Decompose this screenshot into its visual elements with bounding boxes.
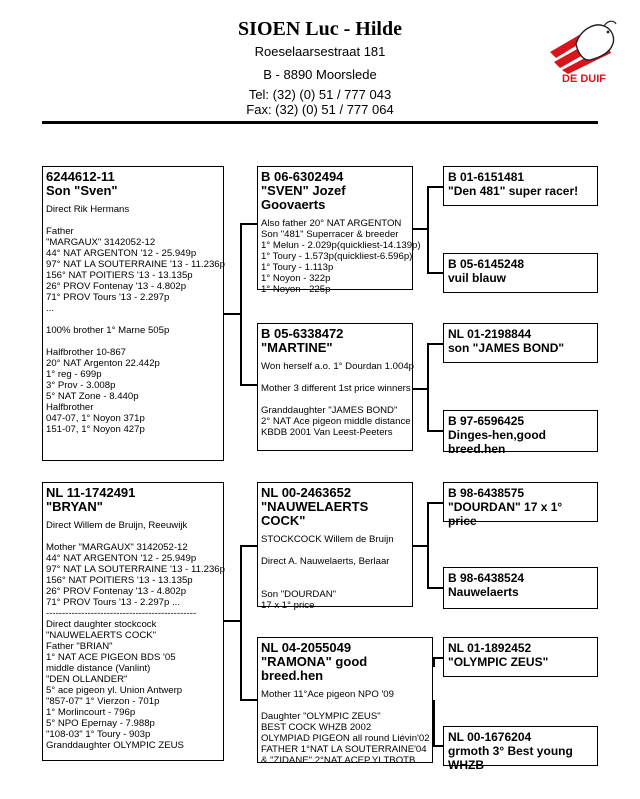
note-line <box>46 215 220 226</box>
ped2-sd-box <box>443 567 598 609</box>
note-line: Mother 11°Ace pigeon NPO '09 <box>261 689 394 700</box>
ped1-connector <box>240 223 257 225</box>
ped2-connector <box>240 699 257 701</box>
note-line: ----------------------------------------------- <box>46 608 197 619</box>
note-line: "NAUWELAERTS COCK" <box>46 630 157 641</box>
note-line: 1° Melun - 2.029p(quickliest-14.139p) <box>261 240 421 251</box>
ped2-subject-box <box>42 482 224 761</box>
address-street: Roeselaarsestraat 181 <box>254 44 386 59</box>
note-line: OLYMPIAD PIGEON all round Liévin'02 <box>261 733 430 744</box>
ped1-connector <box>224 313 241 315</box>
note-line: Halfbrother 10-867 <box>46 347 126 358</box>
phone: Tel: (32) (0) 51 / 777 043 <box>248 87 392 102</box>
note-line: & "ZIDANE" 2°NAT ACEP.YI TBOTB... <box>261 755 424 766</box>
ped1-sire-ring: B 06-6302494 <box>261 169 344 184</box>
ped1-ds-ring: NL 01-2198844 <box>448 327 532 341</box>
note-line: 5° NPO Epernay - 7.988p <box>46 718 155 729</box>
ped1-connector <box>427 272 443 274</box>
note-line: Direct daughter stockcock <box>46 619 157 630</box>
note-line: 71° PROV Tours '13 - 2.297p ... <box>46 597 181 608</box>
note-line: 1° Morlincourt - 796p <box>46 707 136 718</box>
ped1-dam-box <box>257 323 413 451</box>
ped1-subject-ring: 6244612-11 <box>46 169 115 184</box>
ped1-sd-box <box>443 253 598 293</box>
ped1-dd-ring: B 97-6596425 <box>448 414 525 428</box>
ped1-connector <box>413 388 428 390</box>
ped2-dam-ring: NL 04-2055049 <box>261 640 352 655</box>
ped1-ds-name: son "JAMES BOND" <box>448 341 565 355</box>
note-line: 44° NAT ARGENTON '12 - 25.949p <box>46 553 197 564</box>
note-line: "DEN OLLANDER" <box>46 674 128 685</box>
ped1-dam-name: "MARTINE" <box>261 340 333 355</box>
ped2-connector <box>427 502 443 504</box>
note-line: 5° ace pigeon yl. Union Antwerp <box>46 685 183 696</box>
note-line: 44° NAT ARGENTON '12 - 25.949p <box>46 248 197 259</box>
note-line: Also father 20° NAT ARGENTON <box>261 218 402 229</box>
ped1-subject-name: Son "Sven" <box>46 183 118 198</box>
ped2-dd-name: grmoth 3° Best young WHZB <box>448 744 573 772</box>
note-line: Granddaughter OLYMPIC ZEUS <box>46 740 184 751</box>
ped2-ss-ring: B 98-6438575 <box>448 486 525 500</box>
note-line: 97° NAT LA SOUTERRAINE '13 - 11.236p <box>46 564 225 575</box>
note-line: "857-07" 1° Vierzon - 701p <box>46 696 160 707</box>
note-line: Direct Willem de Bruijn, Reeuwijk <box>46 520 188 531</box>
note-line: "108-03" 1° Toury - 903p <box>46 729 151 740</box>
note-line <box>261 545 409 556</box>
note-line: 17 x 1° price <box>261 600 315 611</box>
note-line <box>46 336 220 347</box>
note-line: 1° Toury - 1.113p <box>261 262 334 273</box>
note-line <box>261 700 429 711</box>
note-line: 1° Toury - 1.573p(quickliest-6.596p) <box>261 251 413 262</box>
ped2-connector <box>433 745 443 747</box>
note-line: Son "DOURDAN" <box>261 589 337 600</box>
logo-text: DE DUIF <box>562 73 606 85</box>
ped2-connector <box>433 700 435 746</box>
ped1-dd-name: Dinges-hen,good breed.hen <box>448 428 546 456</box>
note-line: Son "481" Superracer & breeder <box>261 229 399 240</box>
ped2-sire-box <box>257 482 413 611</box>
header-divider <box>42 121 598 124</box>
ped2-sd-ring: B 98-6438524 <box>448 571 525 585</box>
ped2-connector <box>433 657 443 659</box>
ped1-sire-notes <box>261 218 421 295</box>
note-line: Mother "MARGAUX" 3142052-12 <box>46 542 188 553</box>
ped2-connector <box>413 545 428 547</box>
note-line <box>261 372 409 383</box>
note-line: ... <box>46 303 54 314</box>
ped1-ss-name: "Den 481" super racer! <box>448 184 579 198</box>
note-line: 2° NAT Ace pigeon middle distance <box>261 416 411 427</box>
ped2-subject-notes <box>46 520 225 751</box>
note-line: Direct A. Nauwelaerts, Berlaar <box>261 556 390 567</box>
note-line: 1° NAT ACE PIGEON BDS '05 <box>46 652 176 663</box>
ped1-sire-name: "SVEN" Jozef Goovaerts <box>261 183 346 212</box>
breeder-name: SIOEN Luc - Hilde <box>238 18 402 40</box>
ped1-connector <box>240 223 242 384</box>
note-line: 20° NAT Argenton 22.442p <box>46 358 160 369</box>
ped2-connector <box>240 545 242 700</box>
note-line: BEST COCK WHZB 2002 <box>261 722 372 733</box>
note-line: 5° NAT Zone - 8.440p <box>46 391 139 402</box>
note-line: 97° NAT LA SOUTERRAINE '13 - 11.236p <box>46 259 225 270</box>
ped2-sire-notes <box>261 534 409 611</box>
ped2-subject-ring: NL 11-1742491 <box>46 485 136 500</box>
ped2-connector <box>427 502 429 588</box>
ped2-connector <box>427 587 443 589</box>
ped2-sire-name: "NAUWELAERTS COCK" <box>261 499 369 528</box>
ped1-ss-ring: B 01-6151481 <box>448 170 525 184</box>
note-line: Father <box>46 226 74 237</box>
note-line: FATHER 1°NAT LA SOUTERRAINE'04 <box>261 744 427 755</box>
ped1-dd-box <box>443 410 598 456</box>
fax: Fax: (32) (0) 51 / 777 064 <box>246 102 394 117</box>
ped1-connector <box>427 186 443 188</box>
ped1-dam-ring: B 05-6338472 <box>261 326 344 341</box>
note-line: Father "BRIAN" <box>46 641 113 652</box>
ped2-ds-ring: NL 01-1892452 <box>448 641 532 655</box>
note-line: 26° PROV Fontenay '13 - 4.802p <box>46 281 187 292</box>
ped1-ds-box <box>443 323 598 363</box>
ped1-connector <box>427 430 443 432</box>
ped2-connector <box>433 657 435 667</box>
ped1-sd-name: vuil blauw <box>448 271 507 285</box>
note-line: Daughter "OLYMPIC ZEUS" <box>261 711 381 722</box>
ped2-dd-box <box>443 726 598 772</box>
note-line: 1° Noyon - 225p <box>261 284 331 295</box>
ped2-ds-name: "OLYMPIC ZEUS" <box>448 655 549 669</box>
ped1-connector <box>413 228 428 230</box>
ped2-ss-name: "DOURDAN" 17 x 1° price <box>448 500 563 528</box>
ped1-connector <box>427 343 429 431</box>
note-line: 156° NAT POITIERS '13 - 13.135p <box>46 575 193 586</box>
ped1-ss-box <box>443 166 598 206</box>
ped2-ds-box <box>443 637 598 677</box>
ped2-dam-notes <box>261 689 429 766</box>
note-line: 156° NAT POITIERS '13 - 13.135p <box>46 270 193 281</box>
note-line: middle distance (Vanlint) <box>46 663 151 674</box>
note-line: Direct Rik Hermans <box>46 204 130 215</box>
ped2-sd-name: Nauwelaerts <box>448 585 519 599</box>
ped1-subject-notes <box>46 204 225 435</box>
note-line <box>261 394 409 405</box>
note-line: "MARGAUX" 3142052-12 <box>46 237 156 248</box>
ped2-dam-name: "RAMONA" good breed.hen <box>261 654 368 683</box>
ped1-connector <box>240 384 257 386</box>
note-line: 047-07, 1° Noyon 371p <box>46 413 145 424</box>
ped1-sire-box <box>257 166 421 295</box>
note-line: 26° PROV Fontenay '13 - 4.802p <box>46 586 187 597</box>
ped2-subject-name: "BRYAN" <box>46 499 103 514</box>
ped1-subject-box <box>42 166 224 461</box>
note-line: 151-07, 1° Noyon 427p <box>46 424 145 435</box>
note-line: KBDB 2001 Van Leest-Peeters <box>261 427 393 438</box>
note-line: Granddaughter "JAMES BOND" <box>261 405 398 416</box>
ped2-connector <box>224 620 241 622</box>
note-line: 100% brother 1° Marne 505p <box>46 325 170 336</box>
ped2-sire-ring: NL 00-2463652 <box>261 485 352 500</box>
ped1-connector <box>427 186 429 273</box>
note-line: Won herself a.o. 1° Dourdan 1.004p <box>261 361 414 372</box>
ped1-sd-ring: B 05-6145248 <box>448 257 525 271</box>
note-line: Mother 3 different 1st price winners <box>261 383 411 394</box>
note-line: 71° PROV Tours '13 - 2.297p <box>46 292 170 303</box>
note-line <box>46 314 220 325</box>
address-city: B - 8890 Moorslede <box>263 67 377 82</box>
ped2-ss-box <box>443 482 598 528</box>
note-line: 1° reg - 699p <box>46 369 102 380</box>
note-line <box>46 531 220 542</box>
note-line <box>261 578 409 589</box>
note-line: 3° Prov - 3.008p <box>46 380 116 391</box>
note-line: 1° Noyon - 322p <box>261 273 331 284</box>
ped1-connector <box>427 343 443 345</box>
note-line: Halfbrother <box>46 402 94 413</box>
note-line <box>261 567 409 578</box>
ped2-connector <box>240 545 257 547</box>
ped2-dd-ring: NL 00-1676204 <box>448 730 532 744</box>
ped2-dam-box <box>257 637 433 766</box>
pigeon-logo-icon <box>546 14 622 86</box>
note-line: STOCKCOCK Willem de Bruijn <box>261 534 394 545</box>
ped1-dam-notes <box>261 361 414 438</box>
